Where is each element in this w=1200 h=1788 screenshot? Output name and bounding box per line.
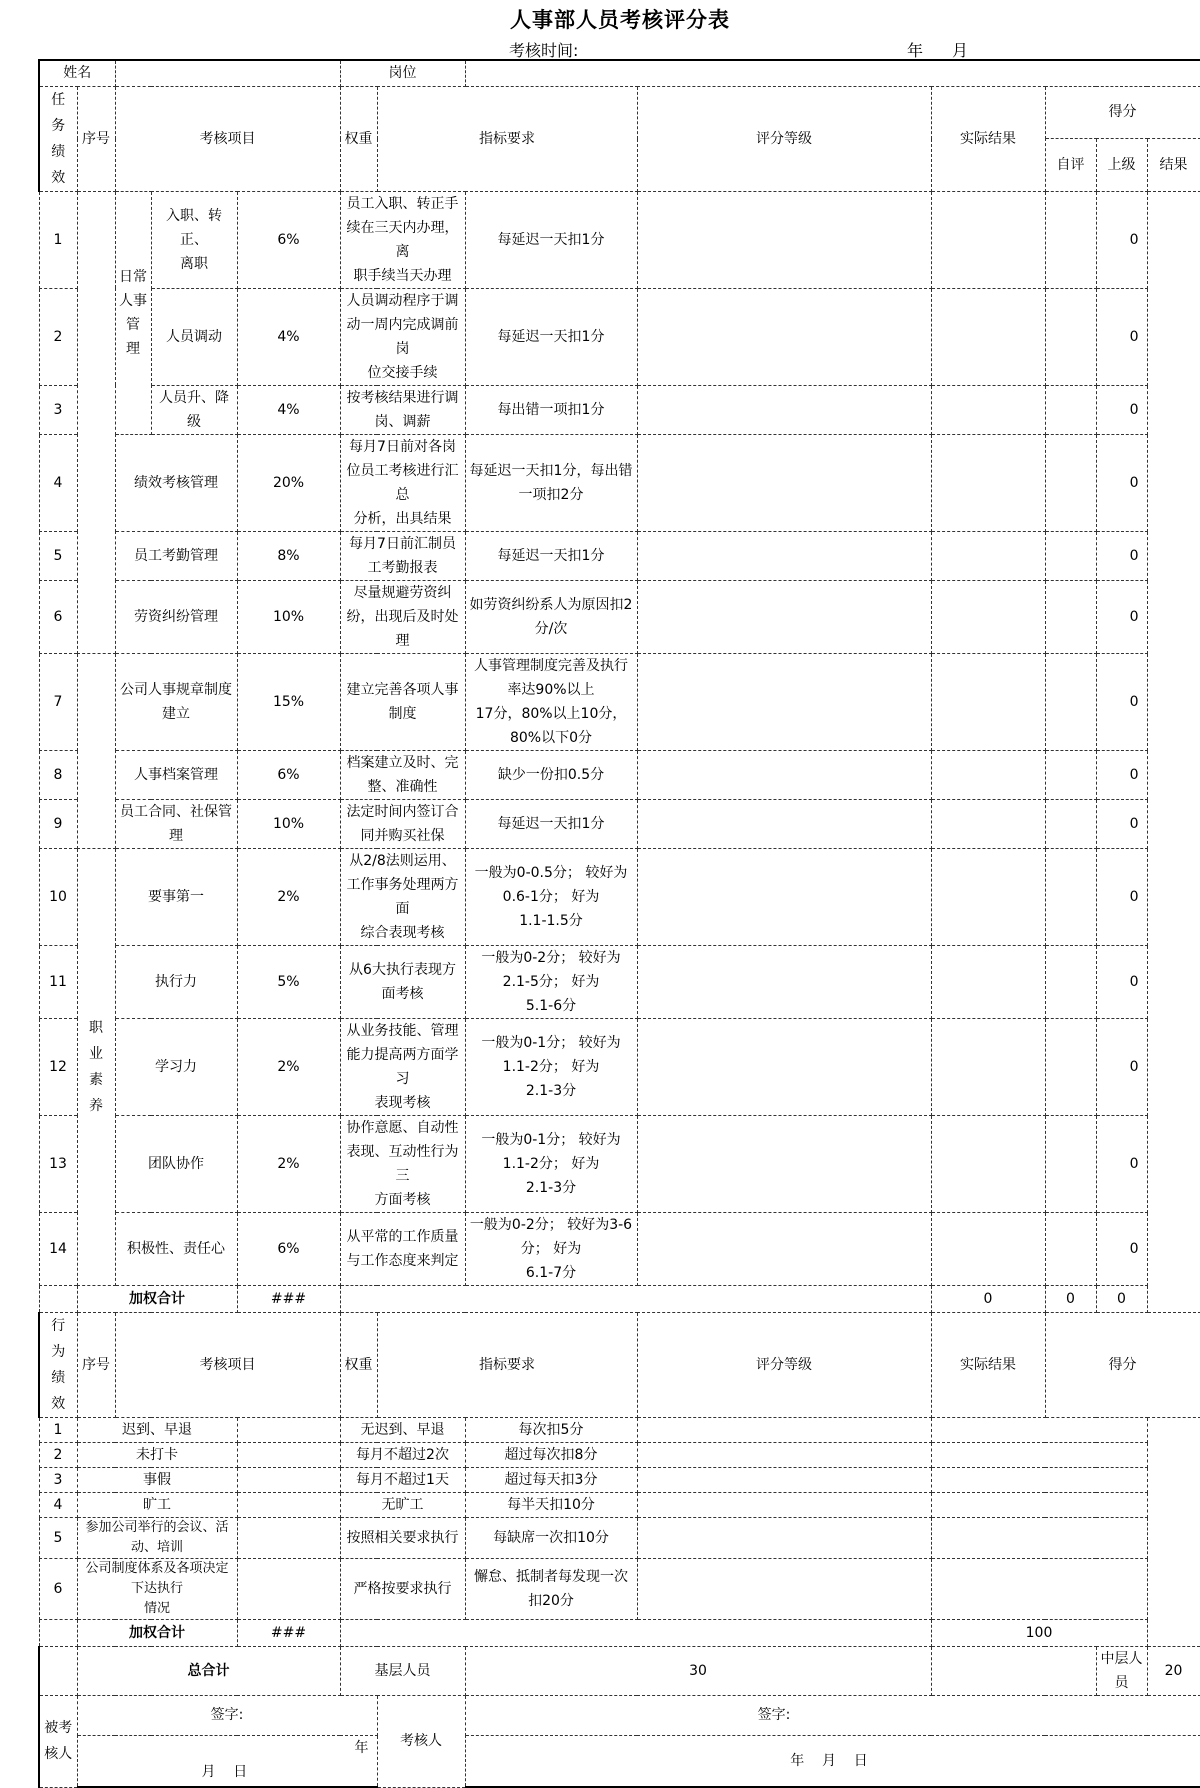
row-item: 人事档案管理 <box>115 750 237 799</box>
task-row <box>39 1018 1200 1115</box>
row-superior-score[interactable] <box>1045 799 1096 848</box>
task-subtotal-label: 加权合计 <box>77 1285 237 1312</box>
row-actual-result[interactable] <box>637 385 931 434</box>
row-score[interactable] <box>931 1467 1147 1492</box>
row-no: 4 <box>39 434 77 531</box>
row-actual-result[interactable] <box>637 580 931 653</box>
period-month: 月 <box>952 41 969 60</box>
row-no: 14 <box>39 1212 77 1285</box>
task-row <box>39 750 1200 799</box>
row-item: 劳资纠纷管理 <box>115 580 237 653</box>
row-self-score[interactable] <box>931 1018 1045 1115</box>
row-superior-score[interactable] <box>1045 848 1096 945</box>
row-requirement: 协作意愿、自动性表现、互动性行为三 方面考核 <box>340 1115 465 1212</box>
row-result: 0 <box>1096 945 1147 1018</box>
assessee-label: 被考 核人 <box>39 1695 77 1787</box>
row-no: 10 <box>39 848 77 945</box>
behavior-subtotal-score: 100 <box>931 1619 1147 1646</box>
task-section-label: 任 务 绩 效 <box>39 86 77 191</box>
row-result: 0 <box>1096 580 1147 653</box>
row-superior-score[interactable] <box>1045 531 1096 580</box>
row-grading: 超过每次扣8分 <box>465 1442 637 1467</box>
behavior-col-actual: 实际结果 <box>931 1312 1045 1417</box>
row-requirement: 从平常的工作质量与工作态度来判定 <box>340 1212 465 1285</box>
row-grading: 每半天扣10分 <box>465 1492 637 1517</box>
row-no: 1 <box>39 191 77 288</box>
row-item: 未打卡 <box>77 1442 237 1467</box>
row-weight: 15% <box>237 653 340 750</box>
col-score: 得分 <box>1045 86 1200 139</box>
col-grading: 评分等级 <box>637 86 931 191</box>
row-grading: 一般为0-2分； 较好为3-6分； 好为 6.1-7分 <box>465 1212 637 1285</box>
row-requirement: 严格按要求执行 <box>340 1558 465 1619</box>
row-superior-score[interactable] <box>1045 191 1096 288</box>
row-actual-result[interactable] <box>637 1442 931 1467</box>
row-self-score[interactable] <box>931 1212 1045 1285</box>
row-no: 5 <box>39 531 77 580</box>
row-item: 团队协作 <box>115 1115 237 1212</box>
row-result: 0 <box>1096 653 1147 750</box>
row-grading: 每缺席一次扣10分 <box>465 1517 637 1558</box>
assessor-date[interactable]: 年 月 日 <box>465 1735 1200 1787</box>
post-field[interactable] <box>465 60 1200 86</box>
row-item: 迟到、早退 <box>77 1417 237 1442</box>
row-weight[interactable] <box>237 1442 340 1467</box>
row-weight[interactable] <box>237 1517 340 1558</box>
row-item: 旷工 <box>77 1492 237 1517</box>
name-label: 姓名 <box>39 60 115 86</box>
row-weight[interactable] <box>237 1492 340 1517</box>
task-row <box>39 799 1200 848</box>
row-grading: 一般为0-1分； 较好为1.1-2分； 好为 2.1-3分 <box>465 1018 637 1115</box>
row-no: 12 <box>39 1018 77 1115</box>
row-requirement: 无旷工 <box>340 1492 465 1517</box>
row-superior-score[interactable] <box>1045 1212 1096 1285</box>
task-row <box>39 385 1200 434</box>
row-no: 9 <box>39 799 77 848</box>
row-no: 6 <box>39 580 77 653</box>
row-item: 要事第一 <box>115 848 237 945</box>
assessee-year: 年 <box>354 1739 369 1756</box>
assessor-sign-label: 签字: <box>465 1695 1200 1735</box>
row-grading: 每延迟一天扣1分 <box>465 531 637 580</box>
behavior-row <box>39 1417 1200 1442</box>
row-result: 0 <box>1096 191 1147 288</box>
row-grading: 每延迟一天扣1分 <box>465 799 637 848</box>
row-item: 公司人事规章制度建立 <box>115 653 237 750</box>
row-result: 0 <box>1096 799 1147 848</box>
row-grading: 每出错一项扣1分 <box>465 385 637 434</box>
row-item: 参加公司举行的会议、活动、培训 <box>77 1517 237 1558</box>
row-requirement: 员工入职、转正手续在三天内办理，离 职手续当天办理 <box>340 191 465 288</box>
row-actual-result[interactable] <box>637 1517 931 1558</box>
task-row <box>39 848 1200 945</box>
behavior-row <box>39 1442 1200 1467</box>
row-grading: 每延迟一天扣1分，每出错一项扣2分 <box>465 434 637 531</box>
row-score[interactable] <box>931 1517 1147 1558</box>
base-staff-value: 30 <box>465 1646 931 1695</box>
row-actual-result[interactable] <box>637 1212 931 1285</box>
behavior-col-item: 考核项目 <box>115 1312 340 1417</box>
behavior-col-grading: 评分等级 <box>637 1312 931 1417</box>
mid-staff-value: 20 <box>1147 1646 1200 1695</box>
row-no: 4 <box>39 1492 77 1517</box>
row-weight: 5% <box>237 945 340 1018</box>
row-item: 人员升、降级 <box>151 385 237 434</box>
row-weight: 10% <box>237 580 340 653</box>
row-self-score[interactable] <box>931 653 1045 750</box>
row-self-score[interactable] <box>931 1115 1045 1212</box>
row-superior-score[interactable] <box>1045 288 1096 385</box>
period-label: 考核时间: <box>509 41 579 60</box>
row-grading: 一般为0-0.5分； 较好为0.6-1分； 好为 1.1-1.5分 <box>465 848 637 945</box>
assessee-month-day: 月 日 <box>201 1763 248 1780</box>
evaluation-table <box>38 59 1200 1788</box>
task-subtotal-superior: 0 <box>1045 1285 1096 1312</box>
row-weight: 6% <box>237 191 340 288</box>
row-item: 绩效考核管理 <box>115 434 237 531</box>
row-score[interactable] <box>931 1442 1147 1467</box>
row-result: 0 <box>1096 1212 1147 1285</box>
row-requirement: 按考核结果进行调岗、调薪 <box>340 385 465 434</box>
name-field[interactable] <box>115 60 340 86</box>
row-self-score[interactable] <box>931 848 1045 945</box>
row-item: 积极性、责任心 <box>115 1212 237 1285</box>
row-no: 1 <box>39 1417 77 1442</box>
col-superior: 上级 <box>1096 139 1147 192</box>
row-weight[interactable] <box>237 1467 340 1492</box>
row-actual-result[interactable] <box>637 1018 931 1115</box>
row-no: 13 <box>39 1115 77 1212</box>
behavior-col-score: 得分 <box>1045 1312 1200 1417</box>
task-row <box>39 1212 1200 1285</box>
row-no: 7 <box>39 653 77 750</box>
behavior-subtotal-weight: ### <box>237 1619 340 1646</box>
row-item: 学习力 <box>115 1018 237 1115</box>
row-requirement: 人员调动程序于调动一周内完成调前岗 位交接手续 <box>340 288 465 385</box>
col-item: 考核项目 <box>115 86 340 191</box>
total-label: 总合计 <box>77 1646 340 1695</box>
row-grading: 缺少一份扣0.5分 <box>465 750 637 799</box>
row-result: 0 <box>1096 1115 1147 1212</box>
row-weight: 4% <box>237 385 340 434</box>
task-subtotal-self: 0 <box>931 1285 1045 1312</box>
col-actual: 实际结果 <box>931 86 1045 191</box>
row-superior-score[interactable] <box>1045 385 1096 434</box>
system-management-block <box>77 653 115 848</box>
row-actual-result[interactable] <box>637 945 931 1018</box>
row-no: 5 <box>39 1517 77 1558</box>
behavior-section-label: 行 为 绩 效 <box>39 1312 77 1417</box>
row-superior-score[interactable] <box>1045 434 1096 531</box>
task-row <box>39 580 1200 653</box>
assessee-sign-box[interactable] <box>77 1735 377 1787</box>
task-row <box>39 653 1200 750</box>
mid-staff-label: 中层人员 <box>1096 1646 1147 1695</box>
row-actual-result[interactable] <box>637 531 931 580</box>
row-actual-result[interactable] <box>637 1492 931 1517</box>
row-grading: 一般为0-2分； 较好为2.1-5分； 好为 5.1-6分 <box>465 945 637 1018</box>
row-result: 0 <box>1096 434 1147 531</box>
daily-group-label: 日常人事管 理 <box>115 191 151 434</box>
behavior-col-weight: 权重 <box>340 1312 377 1417</box>
sheet-title: 人事部人员考核评分表 <box>510 8 730 32</box>
row-no: 6 <box>39 1558 77 1619</box>
row-self-score[interactable] <box>931 191 1045 288</box>
row-weight: 8% <box>237 531 340 580</box>
row-grading: 每次扣5分 <box>465 1417 637 1442</box>
task-subtotal-result: 0 <box>1096 1285 1147 1312</box>
daily-management-block <box>77 191 115 653</box>
assessee-sign-label: 签字: <box>77 1695 377 1735</box>
row-no: 3 <box>39 1467 77 1492</box>
row-requirement: 档案建立及时、完整、准确性 <box>340 750 465 799</box>
row-weight: 6% <box>237 1212 340 1285</box>
row-weight[interactable] <box>237 1558 340 1619</box>
task-row <box>39 1115 1200 1212</box>
col-requirement: 指标要求 <box>377 86 637 191</box>
row-grading: 懈怠、抵制者每发现一次扣20分 <box>465 1558 637 1619</box>
row-grading: 一般为0-1分； 较好为1.1-2分； 好为 2.1-3分 <box>465 1115 637 1212</box>
row-requirement: 每月7日前汇制员工考勤报表 <box>340 531 465 580</box>
row-requirement: 从6大执行表现方面考核 <box>340 945 465 1018</box>
col-self: 自评 <box>1045 139 1096 192</box>
row-actual-result[interactable] <box>637 1467 931 1492</box>
row-superior-score[interactable] <box>1045 1018 1096 1115</box>
row-actual-result[interactable] <box>637 653 931 750</box>
assessor-label: 考核人 <box>377 1695 465 1787</box>
row-self-score[interactable] <box>931 288 1045 385</box>
row-result: 0 <box>1096 848 1147 945</box>
row-requirement: 每月不超过2次 <box>340 1442 465 1467</box>
row-no: 8 <box>39 750 77 799</box>
behavior-col-requirement: 指标要求 <box>377 1312 637 1417</box>
row-superior-score[interactable] <box>1045 580 1096 653</box>
row-requirement: 法定时间内签订合同并购买社保 <box>340 799 465 848</box>
row-weight[interactable] <box>237 1417 340 1442</box>
behavior-row <box>39 1558 1200 1619</box>
row-requirement: 从业务技能、管理能力提高两方面学习 表现考核 <box>340 1018 465 1115</box>
row-self-score[interactable] <box>931 750 1045 799</box>
row-actual-result[interactable] <box>637 288 931 385</box>
row-item: 员工合同、社保管理 <box>115 799 237 848</box>
row-no: 2 <box>39 1442 77 1467</box>
row-result: 0 <box>1096 1018 1147 1115</box>
period-year: 年 <box>907 41 924 60</box>
row-actual-result[interactable] <box>637 191 931 288</box>
row-grading: 人事管理制度完善及执行率达90%以上 17分，80%以上10分，80%以下0分 <box>465 653 637 750</box>
row-superior-score[interactable] <box>1045 653 1096 750</box>
row-score[interactable] <box>931 1558 1147 1619</box>
row-item: 执行力 <box>115 945 237 1018</box>
behavior-row <box>39 1517 1200 1558</box>
row-grading: 超过每天扣3分 <box>465 1467 637 1492</box>
row-superior-score[interactable] <box>1045 945 1096 1018</box>
row-no: 2 <box>39 288 77 385</box>
row-requirement: 从2/8法则运用、工作事务处理两方面 综合表现考核 <box>340 848 465 945</box>
row-self-score[interactable] <box>931 945 1045 1018</box>
row-weight: 2% <box>237 1018 340 1115</box>
row-self-score[interactable] <box>931 799 1045 848</box>
row-actual-result[interactable] <box>637 434 931 531</box>
row-self-score[interactable] <box>931 385 1045 434</box>
row-result: 0 <box>1096 531 1147 580</box>
row-actual-result[interactable] <box>637 1115 931 1212</box>
row-superior-score[interactable] <box>1045 1115 1096 1212</box>
row-score[interactable] <box>931 1492 1147 1517</box>
row-actual-result[interactable] <box>637 848 931 945</box>
row-requirement: 按照相关要求执行 <box>340 1517 465 1558</box>
row-actual-result[interactable] <box>637 799 931 848</box>
post-label: 岗位 <box>340 60 465 86</box>
professional-quality-label: 职 业 素 养 <box>77 848 115 1285</box>
row-requirement: 尽量规避劳资纠纷，出现后及时处理 <box>340 580 465 653</box>
row-no: 11 <box>39 945 77 1018</box>
row-weight: 2% <box>237 848 340 945</box>
row-item: 人员调动 <box>151 288 237 385</box>
row-actual-result[interactable] <box>637 1558 931 1619</box>
row-item: 入职、转正、 离职 <box>151 191 237 288</box>
behavior-row <box>39 1492 1200 1517</box>
row-weight: 6% <box>237 750 340 799</box>
row-self-score[interactable] <box>931 434 1045 531</box>
row-item: 公司制度体系及各项决定下达执行 情况 <box>77 1558 237 1619</box>
row-requirement: 建立完善各项人事制度 <box>340 653 465 750</box>
row-superior-score[interactable] <box>1045 750 1096 799</box>
row-result: 0 <box>1096 385 1147 434</box>
task-row <box>39 945 1200 1018</box>
col-weight: 权重 <box>340 86 377 191</box>
task-row <box>39 288 1200 385</box>
col-no: 序号 <box>77 86 115 191</box>
behavior-row <box>39 1467 1200 1492</box>
row-weight: 10% <box>237 799 340 848</box>
row-weight: 2% <box>237 1115 340 1212</box>
row-actual-result[interactable] <box>637 1417 931 1442</box>
row-grading: 每延迟一天扣1分 <box>465 288 637 385</box>
task-row <box>39 191 1200 288</box>
row-actual-result[interactable] <box>637 750 931 799</box>
row-self-score[interactable] <box>931 531 1045 580</box>
col-result: 结果 <box>1147 139 1200 192</box>
row-grading: 如劳资纠纷系人为原因扣2分/次 <box>465 580 637 653</box>
row-item: 员工考勤管理 <box>115 531 237 580</box>
row-requirement: 每月7日前对各岗位员工考核进行汇总 分析，出具结果 <box>340 434 465 531</box>
task-subtotal-weight: ### <box>237 1285 340 1312</box>
row-no: 3 <box>39 385 77 434</box>
row-result: 0 <box>1096 750 1147 799</box>
task-row <box>39 531 1200 580</box>
row-requirement: 无迟到、早退 <box>340 1417 465 1442</box>
task-row <box>39 434 1200 531</box>
behavior-subtotal-label: 加权合计 <box>77 1619 237 1646</box>
behavior-col-no: 序号 <box>77 1312 115 1417</box>
row-weight: 20% <box>237 434 340 531</box>
row-grading: 每延迟一天扣1分 <box>465 191 637 288</box>
row-item: 事假 <box>77 1467 237 1492</box>
row-result: 0 <box>1096 288 1147 385</box>
row-weight: 4% <box>237 288 340 385</box>
row-requirement: 每月不超过1天 <box>340 1467 465 1492</box>
row-self-score[interactable] <box>931 580 1045 653</box>
row-score[interactable] <box>931 1417 1147 1442</box>
base-staff-label: 基层人员 <box>340 1646 465 1695</box>
